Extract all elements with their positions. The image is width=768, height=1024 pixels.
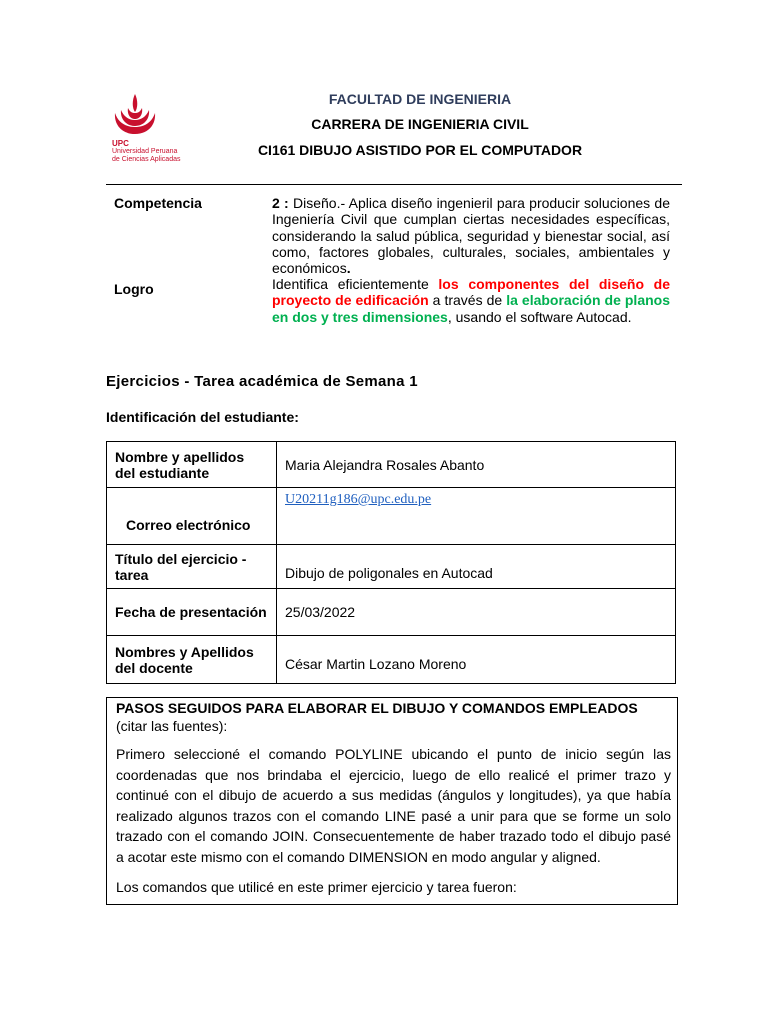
steps-heading-note: (citar las fuentes):	[116, 718, 228, 734]
date-label: Fecha de presentación	[107, 589, 277, 636]
table-row	[107, 636, 676, 684]
competencia-number: 2 :	[272, 195, 289, 211]
career-title: CARRERA DE INGENIERIA CIVIL	[311, 116, 529, 132]
steps-commands-line: Los comandos que utilicé en este primer ejercicio y tarea fueron:	[116, 879, 517, 895]
steps-heading-line	[116, 699, 671, 735]
table-row	[107, 545, 676, 589]
logro-text	[272, 276, 670, 325]
exercise-title-value: Dibujo de poligonales en Autocad	[277, 545, 676, 589]
steps-heading: PASOS SEGUIDOS PARA ELABORAR EL DIBUJO Y COMANDOS EMPLEADOS	[116, 700, 638, 716]
logo-name-line2: de Ciencias Aplicadas	[112, 156, 181, 163]
logo-name-line1: Universidad Peruana	[112, 148, 178, 155]
logro-part1: Identifica eficientemente	[272, 276, 439, 292]
faculty-title: FACULTAD DE INGENIERIA	[328, 91, 512, 107]
table-row	[107, 442, 676, 488]
steps-box	[106, 697, 678, 905]
section-subtitle: Identificación del estudiante:	[106, 409, 299, 425]
logro-red-highlight: los componentes del diseño de proyecto de edificación	[272, 276, 670, 309]
teacher-value: César Martin Lozano Moreno	[277, 636, 676, 684]
competencia-text	[272, 195, 670, 276]
logo-abbr: UPC	[112, 139, 129, 148]
steps-paragraph: Primero seleccioné el comando POLYLINE ubicando el punto de inicio según las coordenadas que nos brindaba el ejercicio, luego de ello realicé el primer trazo y continué con el dibujo de acuerdo a sus medidas (ángulos y longitudes), ya que había realizado algunos trazos con el comando LINE pasé a unir para que se forme un solo trazado con el comando JOIN. Consecuentemente de haber trazado todo el dibujo pasé a acotar este mismo con el comando DIMENSION en modo angular y aligned.	[116, 746, 671, 865]
name-label: Nombre y apellidos del estudiante	[107, 442, 277, 488]
section-title: Ejercicios - Tarea académica de Semana 1	[106, 373, 418, 390]
exercise-title-label: Título del ejercicio - tarea	[107, 545, 277, 589]
logro-part3: , usando el software Autocad.	[447, 308, 632, 325]
date-value: 25/03/2022	[277, 589, 676, 636]
table-row	[107, 488, 676, 545]
teacher-label: Nombres y Apellidos del docente	[107, 636, 277, 684]
student-table	[106, 441, 676, 684]
header-divider	[106, 184, 682, 185]
email-label: Correo electrónico	[107, 488, 277, 545]
competencia-end: .	[346, 260, 351, 277]
logro-label: Logro	[114, 281, 154, 297]
table-row	[107, 589, 676, 636]
competencia-label: Competencia	[114, 195, 202, 211]
email-link[interactable]: U20211g186@upc.edu.pe	[285, 492, 432, 507]
logro-green-highlight: la elaboración de planos en dos y tres dimensiones	[272, 292, 670, 325]
name-value: Maria Alejandra Rosales Abanto	[277, 442, 676, 488]
email-cell	[277, 488, 676, 545]
course-title: CI161 DIBUJO ASISTIDO POR EL COMPUTADOR	[257, 142, 583, 158]
competencia-body: Diseño.- Aplica diseño ingenieril para producir soluciones de Ingeniería Civil que cumplan ciertas necesidades específicas, considerando la salud pública, seguridad y bienestar social, así como, factores globales, culturales, sociales, ambientales y económicos	[272, 195, 671, 277]
logro-part2: a través de	[428, 292, 507, 309]
